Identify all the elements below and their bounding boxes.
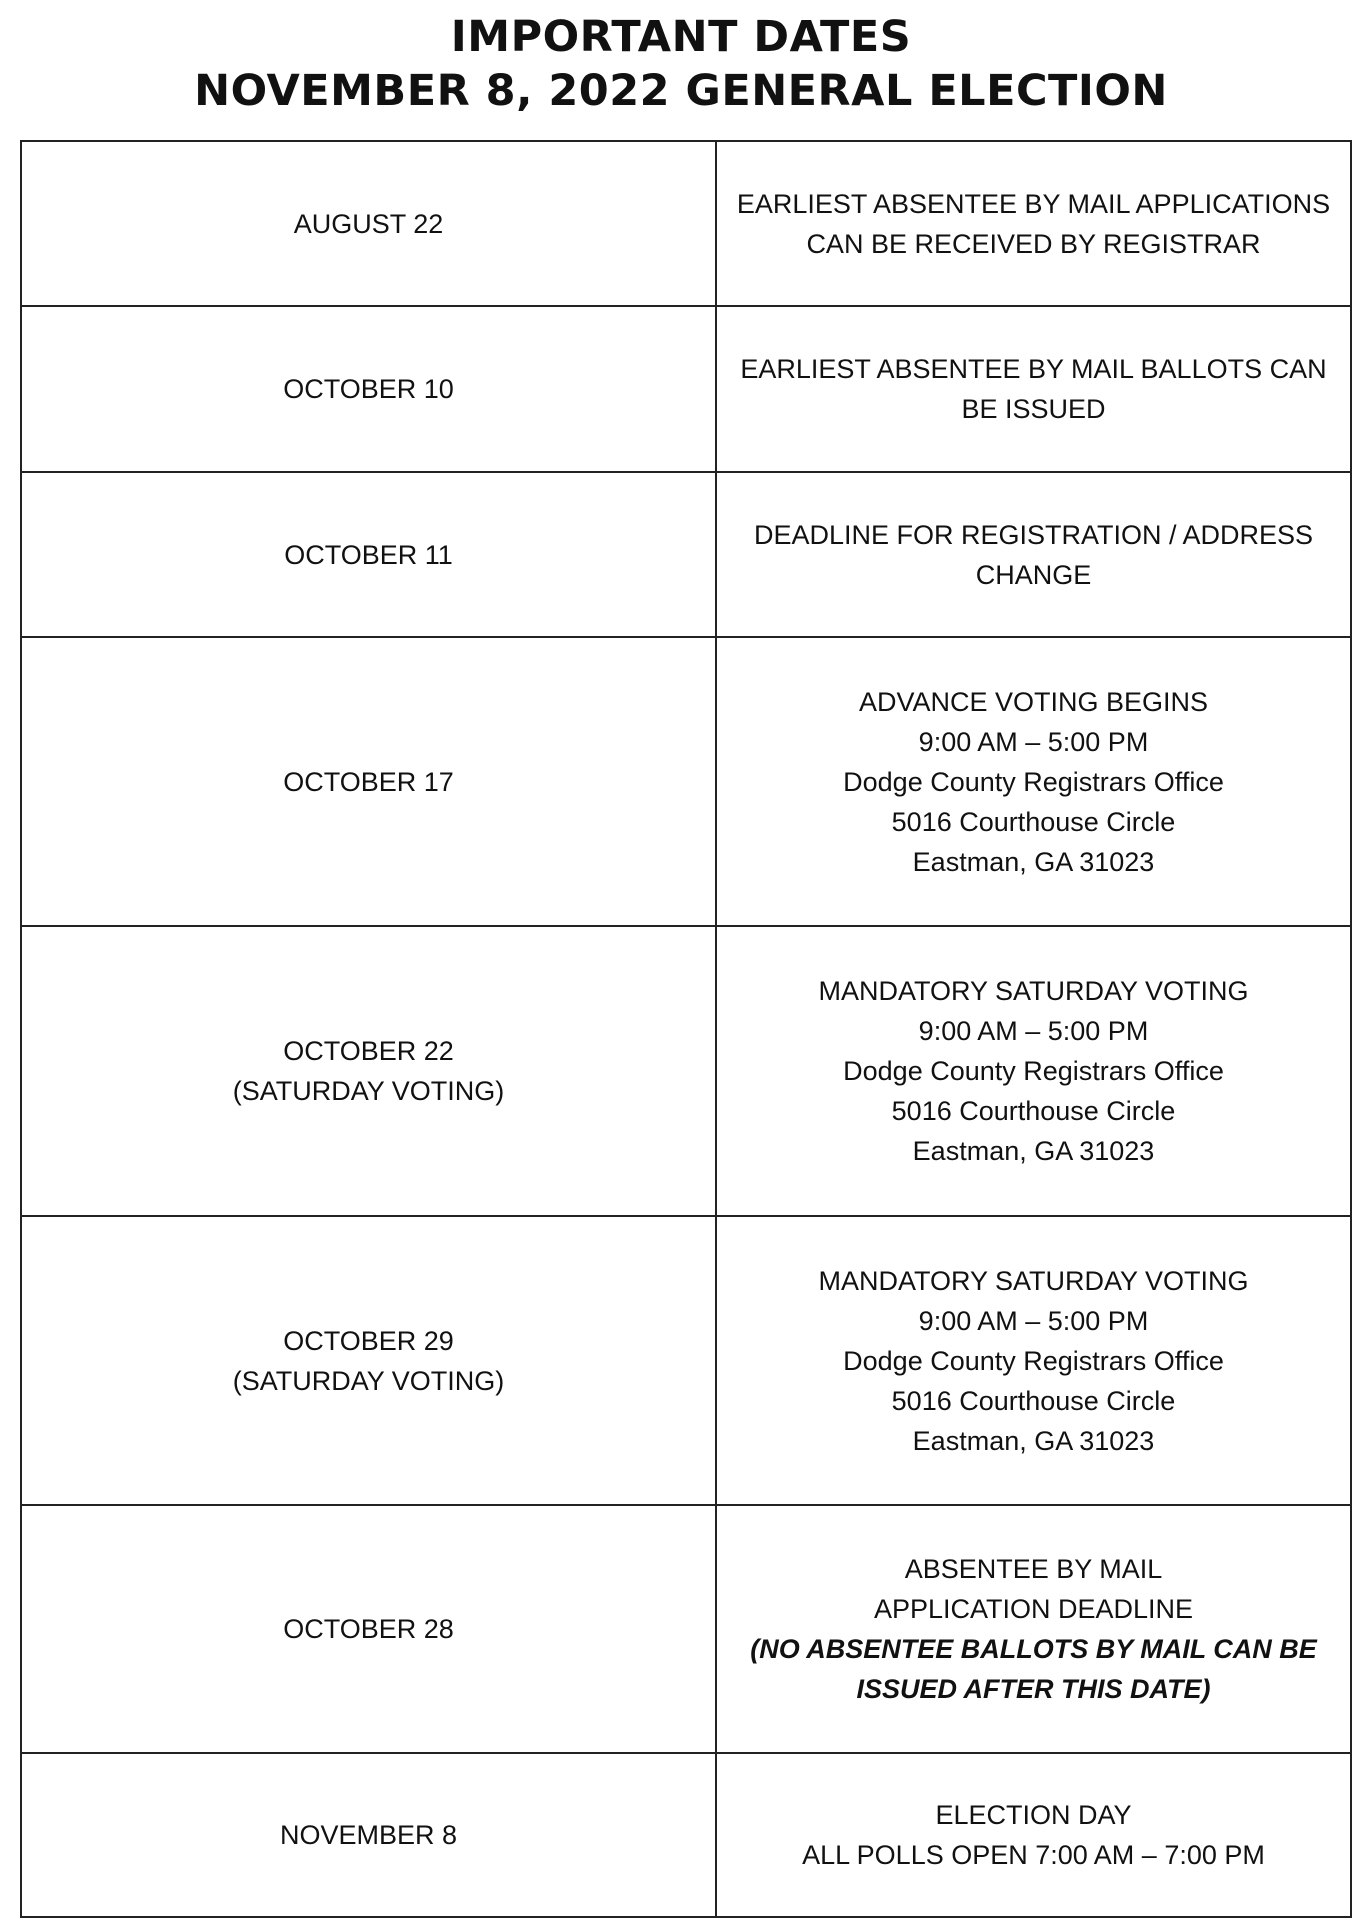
event-description-line: MANDATORY SATURDAY VOTING [818, 1265, 1249, 1296]
date-cell [21, 926, 716, 1216]
event-description-line: Dodge County Registrars Office [843, 766, 1224, 797]
date-cell [21, 472, 716, 637]
event-description-line: ALL POLLS OPEN 7:00 AM – 7:00 PM [802, 1840, 1265, 1870]
event-description-cell [716, 637, 1351, 926]
event-description-line: 9:00 AM – 5:00 PM [918, 1016, 1149, 1046]
event-description-line: DEADLINE FOR REGISTRATION / ADDRESS [753, 519, 1314, 550]
event-description-cell [716, 472, 1351, 637]
event-description-line: CAN BE RECEIVED BY REGISTRAR [806, 228, 1261, 259]
table-row [21, 1753, 1351, 1917]
date-text: OCTOBER 28 [283, 1614, 454, 1644]
date-text: OCTOBER 22 [283, 1036, 454, 1066]
event-description-line: Eastman, GA 31023 [912, 1136, 1155, 1166]
event-description-line: APPLICATION DEADLINE [873, 1594, 1194, 1624]
event-note-line: (NO ABSENTEE BALLOTS BY MAIL CAN BE [750, 1634, 1317, 1664]
event-description-line: 9:00 AM – 5:00 PM [918, 1305, 1149, 1336]
date-text: (SATURDAY VOTING) [232, 1076, 505, 1106]
event-description-line: Dodge County Registrars Office [843, 1345, 1224, 1376]
date-text: AUGUST 22 [293, 208, 444, 239]
table-row [21, 637, 1351, 926]
date-cell [21, 1753, 716, 1917]
event-description-cell [716, 1216, 1351, 1505]
date-text: OCTOBER 11 [284, 539, 453, 570]
date-cell [21, 637, 716, 926]
event-description-line: Eastman, GA 31023 [912, 1425, 1155, 1456]
event-description-line: CHANGE [975, 559, 1092, 590]
event-description-line: MANDATORY SATURDAY VOTING [818, 976, 1249, 1006]
table-row [21, 1216, 1351, 1505]
event-description-line: ADVANCE VOTING BEGINS [858, 686, 1209, 717]
event-description-line: EARLIEST ABSENTEE BY MAIL BALLOTS CAN [740, 354, 1327, 384]
event-description-line: ABSENTEE BY MAIL [904, 1554, 1163, 1584]
event-note-line: ISSUED AFTER THIS DATE) [856, 1674, 1211, 1704]
event-description-cell [716, 926, 1351, 1216]
document-title [0, 10, 1362, 118]
date-text: (SATURDAY VOTING) [232, 1365, 505, 1396]
event-description-line: BE ISSUED [961, 394, 1106, 424]
event-description-line: ELECTION DAY [935, 1800, 1132, 1830]
event-description-line: 5016 Courthouse Circle [891, 806, 1176, 837]
table-row [21, 472, 1351, 637]
event-description-line: 5016 Courthouse Circle [891, 1385, 1176, 1416]
table-row [21, 306, 1351, 472]
date-cell [21, 306, 716, 472]
event-description-line: 9:00 AM – 5:00 PM [918, 726, 1149, 757]
event-description-line: Eastman, GA 31023 [912, 846, 1155, 877]
title-line-1: IMPORTANT DATES [450, 12, 912, 62]
important-dates-table [20, 140, 1352, 1918]
date-text: OCTOBER 17 [283, 766, 454, 797]
event-description-cell [716, 141, 1351, 306]
table-row [21, 926, 1351, 1216]
date-cell [21, 1505, 716, 1753]
title-line-2: NOVEMBER 8, 2022 GENERAL ELECTION [194, 66, 1168, 116]
date-text: OCTOBER 10 [283, 374, 454, 404]
important-dates-table-body [21, 141, 1351, 1917]
event-description-line: Dodge County Registrars Office [843, 1056, 1224, 1086]
date-text: NOVEMBER 8 [279, 1820, 458, 1850]
date-cell [21, 1216, 716, 1505]
table-row [21, 141, 1351, 306]
date-text: OCTOBER 29 [283, 1325, 454, 1356]
table-row [21, 1505, 1351, 1753]
date-cell [21, 141, 716, 306]
event-description-cell [716, 1505, 1351, 1753]
event-description-line: 5016 Courthouse Circle [891, 1096, 1176, 1126]
event-description-line: EARLIEST ABSENTEE BY MAIL APPLICATIONS [736, 188, 1331, 219]
event-description-cell [716, 1753, 1351, 1917]
event-description-cell [716, 306, 1351, 472]
